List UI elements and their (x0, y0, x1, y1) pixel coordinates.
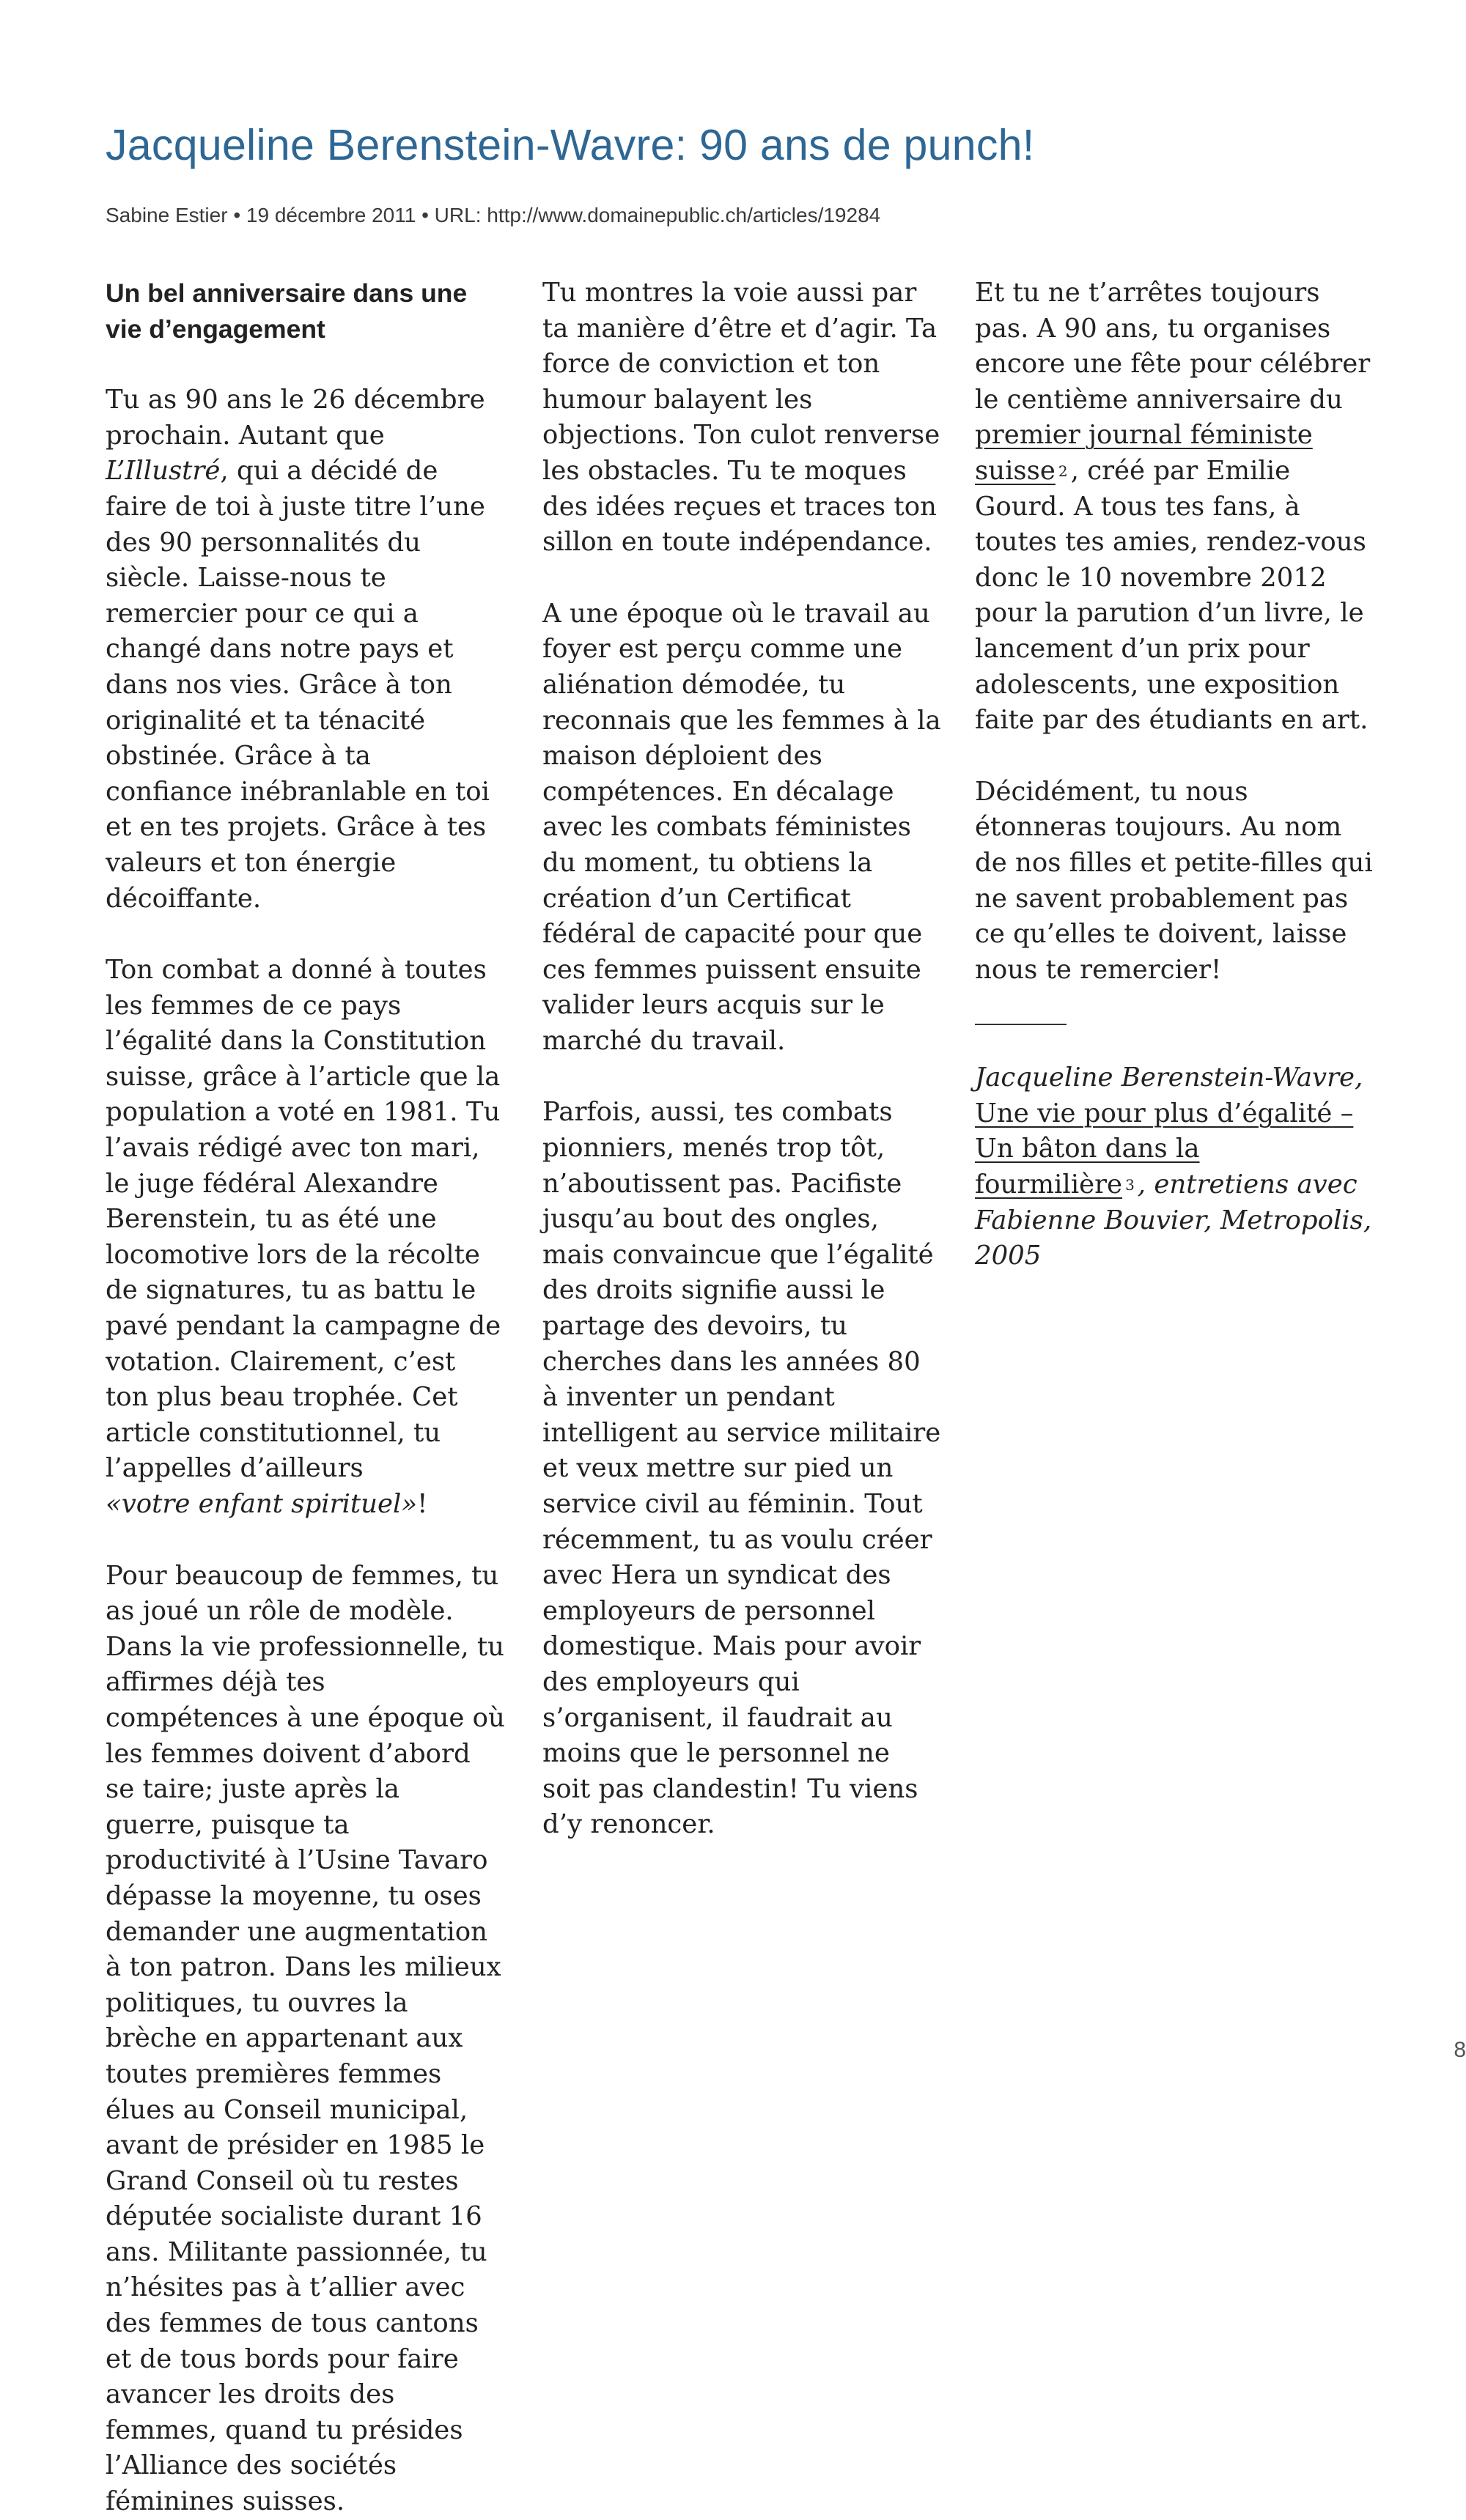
article-title: Jacqueline Berenstein-Wavre: 90 ans de punch! (106, 121, 1035, 169)
paragraph-constitution (106, 953, 505, 1523)
text-column-2 (542, 276, 942, 1843)
article-byline: Sabine Estier • 19 décembre 2011 • URL: http://www.domainepublic.ch/articles/19284 (106, 204, 881, 226)
reference-divider (975, 1024, 1067, 1025)
magazine-name: L’Illustré (106, 456, 221, 487)
paragraph-intro-text-b: , qui a décidé de faire de toi à juste titre l’une des 90 personnalités du siècle. Laisse-nous te remercier pour ce qui a changé dans notre pays et dans nos vies. Grâce à ton originalité et ta ténacité obstinée. Grâce à ta confiance inébranlable en toi et en tes projets. Grâce à tes valeurs et ton énergie décoiffante. (106, 456, 490, 914)
text-column-1 (106, 276, 505, 2520)
paragraph-still-active-text-a: Et tu ne t’arrêtes toujours pas. A 90 ans, tu organises encore une fête pour célébrer le centième anniversaire du (975, 278, 1371, 415)
paragraph-constitution-text-b: ! (417, 1489, 428, 1519)
text-column-3 (975, 276, 1374, 1274)
paragraph-constitution-text-a: Ton combat a donné à toutes les femmes de ce pays l’égalité dans la Constitution suisse, grâce à l’article que la population a voté en 1981. Tu l’avais rédigé avec ton mari, le juge fédéral Alexandre Berenstein, tu as été une locomotive lors de la récolte de signatures, tu as battu le pavé pendant la campagne de votation. Clairement, c’est ton plus beau trophée. Cet article constitutionnel, tu l’appelles d’ailleurs (106, 955, 501, 1484)
book-title-link[interactable]: Une vie pour plus d’égalité – Un bâton dans la fourmilière (975, 1098, 1354, 1200)
feminist-journal-link[interactable]: premier journal féministe suisse (975, 420, 1313, 486)
footnote-marker-3: 3 (1125, 1176, 1135, 1194)
footnote-marker-2: 2 (1058, 462, 1068, 480)
book-reference (975, 1060, 1374, 1274)
spiritual-child-quote: «votre enfant spirituel» (106, 1489, 418, 1519)
reference-author: Jacqueline Berenstein-Wavre, (975, 1063, 1363, 1093)
paragraph-pioneer-battles: Parfois, aussi, tes combats pionniers, menés trop tôt, n’aboutissent pas. Pacifiste jusqu’au bout des ongles, mais convaincue que l’égalité des droits signifie aussi le partage des devoirs, tu cherches dans les années 80 à inventer un pendant intelligent au service militaire et veux mettre sur pied un service civil au féminin. Tout récemment, tu as voulu créer avec Hera un syndicat des employeurs de personnel domestique. Mais pour avoir des employeurs qui s’organisent, il faudrait au moins que le personnel ne soit pas clandestin! Tu viens d’y renoncer. (542, 1097, 941, 1840)
page-number: 8 (1454, 2038, 1466, 2062)
paragraph-closing: Décidément, tu nous étonneras toujours. Au nom de nos filles et petite-filles qui ne savent probablement pas ce qu’elles te doivent, laisse nous te remercier! (975, 776, 1373, 985)
paragraph-still-active-text-b: , créé par Emilie Gourd. A tous tes fans, à toutes tes amies, rendez-vous donc le 10 novembre 2012 pour la parution d’un livre, le lancement d’un prix pour adolescents, une exposition faite par des étudiants en art. (975, 455, 1369, 736)
reference-details: , entretiens avec Fabienne Bouvier, Metropolis, 2005 (975, 1170, 1372, 1271)
paragraph-conviction: Tu montres la voie aussi par ta manière d’être et d’agir. Ta force de conviction et ton humour balayent les objections. Ton culot renverse les obstacles. Tu te moques des idées reçues et traces ton sillon en toute indépendance. (542, 278, 940, 558)
paragraph-still-active (975, 276, 1374, 739)
paragraph-role-model: Pour beaucoup de femmes, tu as joué un rôle de modèle. Dans la vie professionnelle, tu affirmes déjà tes compétences à une époque où les femmes doivent d’abord se taire; juste après la guerre, puisque ta productivité à l’Usine Tavaro dépasse la moyenne, tu oses demander une augmentation à ton patron. Dans les milieux politiques, tu ouvres la brèche en appartenant aux toutes premières femmes élues au Conseil municipal, avant de présider en 1985 le Grand Conseil où tu restes députée socialiste durant 16 ans. Militante passionnée, tu n’hésites pas à t’allier avec des femmes de tous cantons et de tous bords pour faire avancer les droits des femmes, quand tu présides l’Alliance des sociétés féminines suisses. (106, 1560, 505, 2517)
paragraph-domestic-work: A une époque où le travail au foyer est perçu comme une aliénation démodée, tu reconnais que les femmes à la maison déploient des compétences. En décalage avec les combats féministes du moment, tu obtiens la création d’un Certificat fédéral de capacité pour que ces femmes puissent ensuite valider leurs acquis sur le marché du travail. (542, 598, 941, 1056)
section-subheading: Un bel anniversaire dans une vie d’engagement (106, 278, 468, 344)
paragraph-intro (106, 383, 505, 917)
paragraph-intro-text-a: Tu as 90 ans le 26 décembre prochain. Autant que (106, 385, 485, 451)
